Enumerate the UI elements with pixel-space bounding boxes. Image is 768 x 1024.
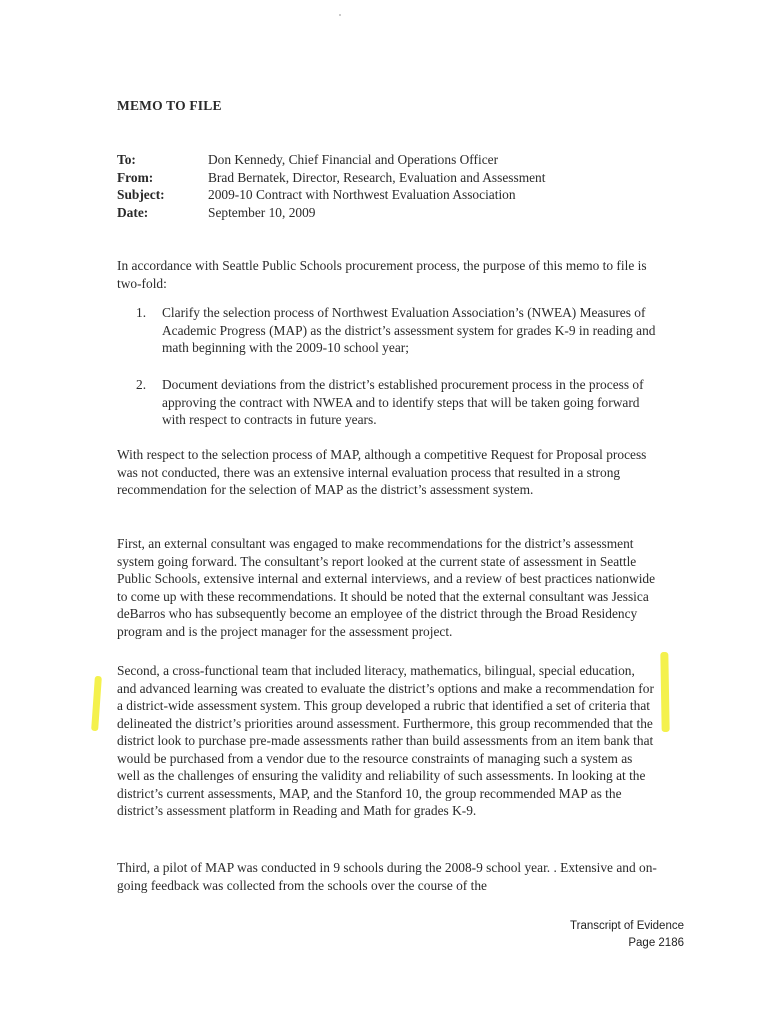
header-value: Brad Bernatek, Director, Research, Evaluation and Assessment xyxy=(208,169,546,185)
header-label: Date: xyxy=(117,204,149,220)
intro-paragraph: In accordance with Seattle Public Schools procurement process, the purpose of this memo to file is two-fold: xyxy=(117,258,647,291)
memo-header xyxy=(117,151,677,221)
header-label: To: xyxy=(117,152,136,167)
body-paragraph: With respect to the selection process of MAP, although a competitive Request for Proposal process was not conducted, there was an extensive internal evaluation process that resulted in a strong recommendation for the selection of MAP as the district’s assessment system. xyxy=(117,447,647,497)
list-number: 1. xyxy=(136,305,147,320)
list-number: 2. xyxy=(136,377,147,392)
page-footer xyxy=(570,918,684,952)
list-text: Document deviations from the district’s established procurement process in the process of approving the contract with NWEA and to identify steps that will be taken going forward with respect to contracts in future years. xyxy=(162,377,644,427)
header-row-date xyxy=(117,204,677,222)
highlighter-mark-right xyxy=(660,652,669,732)
header-label: From: xyxy=(117,169,154,185)
header-label: Subject: xyxy=(117,187,165,203)
highlighter-mark-left xyxy=(91,676,102,731)
header-value: Don Kennedy, Chief Financial and Operations Officer xyxy=(208,152,499,167)
header-row-to xyxy=(117,151,677,169)
header-value: September 10, 2009 xyxy=(208,204,316,220)
scan-speck xyxy=(339,14,341,16)
memo-title: MEMO TO FILE xyxy=(117,98,222,113)
body-paragraph: First, an external consultant was engaged to make recommendations for the district’s assessment system going forward. The consultant’s report looked at the current state of assessment in Seattle Public Schools, extensive internal and external interviews, and a review of best practices nationwide to come up with these recommendations. It should be noted that the external consultant was Jessica deBarros who has subsequently become an employee of the district through the Broad Residency program and is the project manager for the assessment project. xyxy=(117,536,656,639)
list-item xyxy=(136,304,656,357)
list-text: Clarify the selection process of Northwest Evaluation Association’s (NWEA) Measures of Academic Progress (MAP) as the district’s assessment system for grades K-9 in reading and math beginning with the 2009-10 school year; xyxy=(162,305,656,355)
header-row-from xyxy=(117,169,677,187)
body-paragraph: Second, a cross-functional team that included literacy, mathematics, bilingual, special education, and advanced learning was created to evaluate the district’s options and make a recommendation for a district-wide assessment system. This group developed a rubric that identified a set of criteria that delineated the district’s priorities around assessment. Furthermore, this group recommended that the district look to purchase pre-made assessments rather than build assessments from an item bank that would be purchased from a vendor due to the resource constraints of managing such a system as well as the challenges of ensuring the validity and reliability of such assessments. In looking at the district’s current assessments, MAP, and the Stanford 10, the group recommended MAP as the district’s assessment platform in Reading and Math for grades K-9. xyxy=(117,663,654,818)
header-row-subject xyxy=(117,186,677,204)
body-paragraph: Third, a pilot of MAP was conducted in 9 schools during the 2008-9 school year. . Extensive and on-going feedback was collected from the schools over the course of the xyxy=(117,860,657,893)
footer-page-number: Page 2186 xyxy=(628,937,684,949)
header-value: 2009-10 Contract with Northwest Evaluation Association xyxy=(208,187,516,203)
footer-transcript-label: Transcript of Evidence xyxy=(570,920,684,932)
list-item xyxy=(136,376,656,429)
